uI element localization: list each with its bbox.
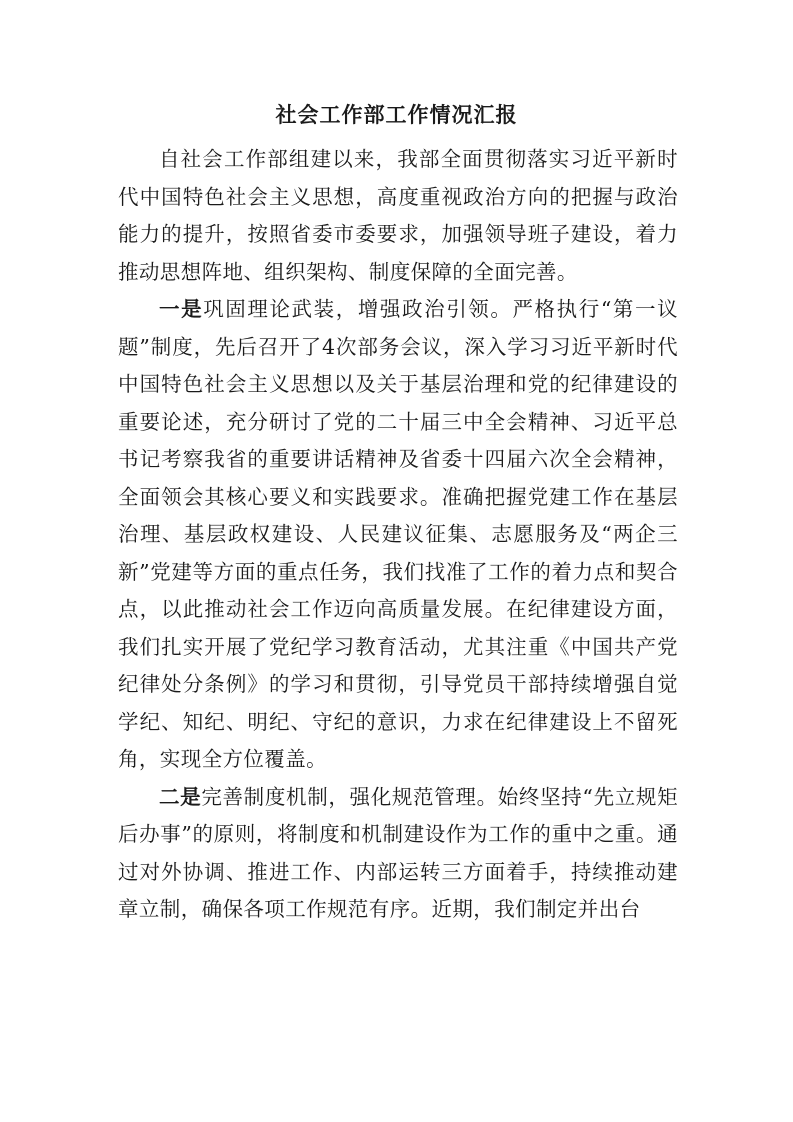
document-body: [118, 141, 678, 929]
paragraph-lead: 一是: [159, 297, 204, 321]
paragraph-text: 完善制度机制，强化规范管理。始终坚持“先立规矩后办事”的原则，将制度和机制建设作为工作的重中之重。通过对外协调、推进工作、内部运转三方面着手，持续推动建章立制，确保各项工作规范有序。近期，我们制定并出台: [118, 784, 678, 921]
paragraph-text: 自社会工作部组建以来，我部全面贯彻落实习近平新时代中国特色社会主义思想，高度重视政治方向的把握与政治能力的提升，按照省委市委要求，加强领导班子建设，着力推动思想阵地、组织架构、制度保障的全面完善。: [118, 147, 678, 284]
document-title: 社会工作部工作情况汇报: [275, 102, 518, 127]
paragraph-intro: [118, 141, 678, 291]
paragraph-lead: 二是: [159, 784, 202, 809]
paragraph-text: 巩固理论武装，增强政治引领。严格执行“第一议题”制度，先后召开了4次部务会议，深入学习习近平新时代中国特色社会主义思想以及关于基层治理和党的纪律建设的重要论述，充分研讨了党的二十届三中全会精神、习近平总书记考察我省的重要讲话精神及省委十四届六次全会精神，全面领会其核心要义和实践要求。准确把握党建工作在基层治理、基层政权建设、人民建议征集、志愿服务及“两企三新”党建等方面的重点任务，我们找准了工作的着力点和契合点，以此推动社会工作迈向高质量发展。在纪律建设方面，我们扎实开展了党纪学习教育活动，尤其注重《中国共产党纪律处分条例》的学习和贯彻，引导党员干部持续增强自觉学纪、知纪、明纪、守纪的意识，力求在纪律建设上不留死角，实现全方位覆盖。: [118, 297, 678, 771]
paragraph-point-one: [118, 291, 678, 779]
paragraph-point-two: [118, 779, 678, 929]
